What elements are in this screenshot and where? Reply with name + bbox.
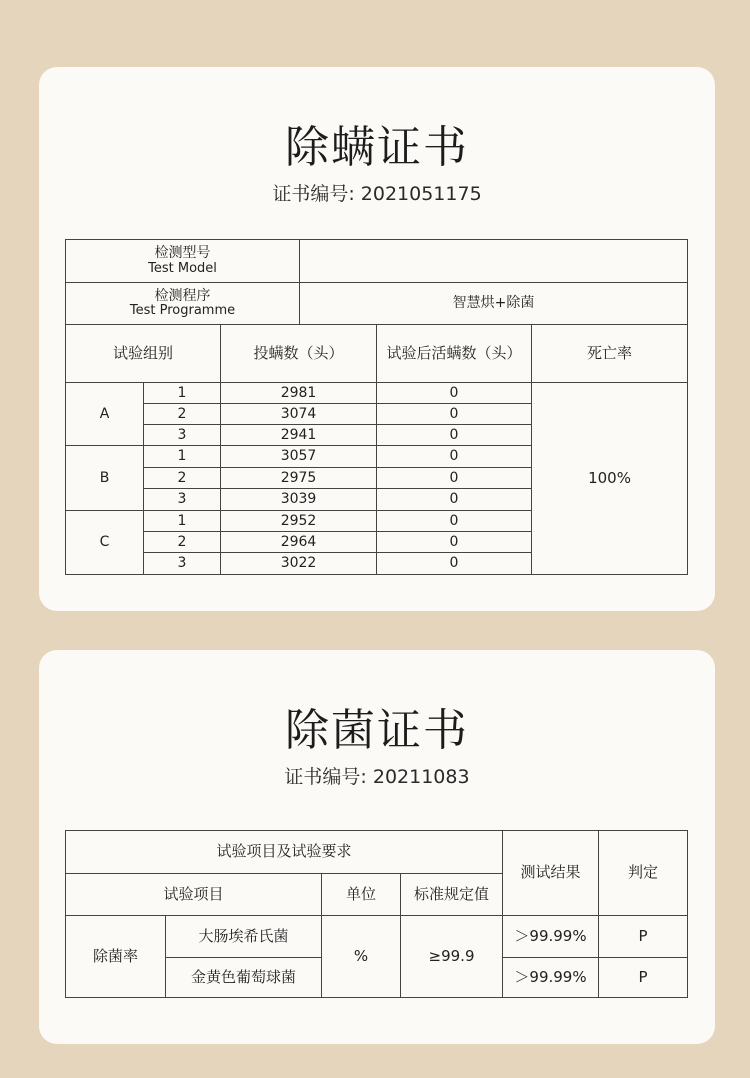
test-programme-value: 智慧烘+除菌: [300, 283, 688, 325]
judge-value: P: [599, 916, 688, 958]
table-row: B 1 3057 0: [66, 446, 688, 468]
result-value: ＞99.99%: [503, 958, 599, 998]
group-name: B: [66, 446, 144, 511]
header-standard: 标准规定值: [401, 874, 503, 916]
mortality-value: 100%: [532, 383, 688, 575]
bacteria-certificate-title: 除菌证书: [285, 705, 469, 756]
header-mite-count: 投螨数（头）: [221, 325, 377, 383]
item-name: 除菌率: [66, 916, 166, 998]
table-row: A 1 2981 0 100%: [66, 383, 688, 404]
bacteria-test-table: [65, 830, 688, 998]
header-mortality: 死亡率: [532, 325, 688, 383]
header-judgement: 判定: [599, 831, 688, 916]
table-row: 2 3074 0: [66, 404, 688, 425]
mite-test-table: [65, 239, 688, 575]
result-value: ＞99.99%: [503, 916, 599, 958]
mite-certificate-title: 除螨证书: [285, 122, 469, 173]
header-test-items-requirements: 试验项目及试验要求: [66, 831, 503, 874]
header-test-result: 测试结果: [503, 831, 599, 916]
table-row: 3 3022 0: [66, 553, 688, 575]
header-alive-count: 试验后活螨数（头）: [377, 325, 532, 383]
bacteria-certificate-card: [39, 650, 715, 1044]
header-unit: 单位: [322, 874, 401, 916]
table-row: [66, 916, 688, 958]
organism-name: 金黄色葡萄球菌: [166, 958, 322, 998]
mite-certificate-number: 证书编号: 2021051175: [272, 183, 482, 205]
test-model-label: 检测型号 Test Model: [66, 240, 300, 283]
judge-value: P: [599, 958, 688, 998]
group-name: C: [66, 511, 144, 575]
group-name: A: [66, 383, 144, 446]
table-row: 3 3039 0: [66, 489, 688, 511]
table-row: 2 2964 0: [66, 532, 688, 553]
unit-value: %: [322, 916, 401, 998]
header-test-item: 试验项目: [66, 874, 322, 916]
test-programme-label: 检测程序 Test Programme: [66, 283, 300, 325]
standard-value: ≥99.9: [401, 916, 503, 998]
header-group: 试验组别: [66, 325, 221, 383]
table-row: 2 2975 0: [66, 468, 688, 489]
table-row: 3 2941 0: [66, 425, 688, 446]
bacteria-certificate-number: 证书编号: 20211083: [284, 766, 470, 788]
organism-name: 大肠埃希氏菌: [166, 916, 322, 958]
table-row: C 1 2952 0: [66, 511, 688, 532]
mite-certificate-card: [39, 67, 715, 611]
test-model-value: [300, 240, 688, 283]
